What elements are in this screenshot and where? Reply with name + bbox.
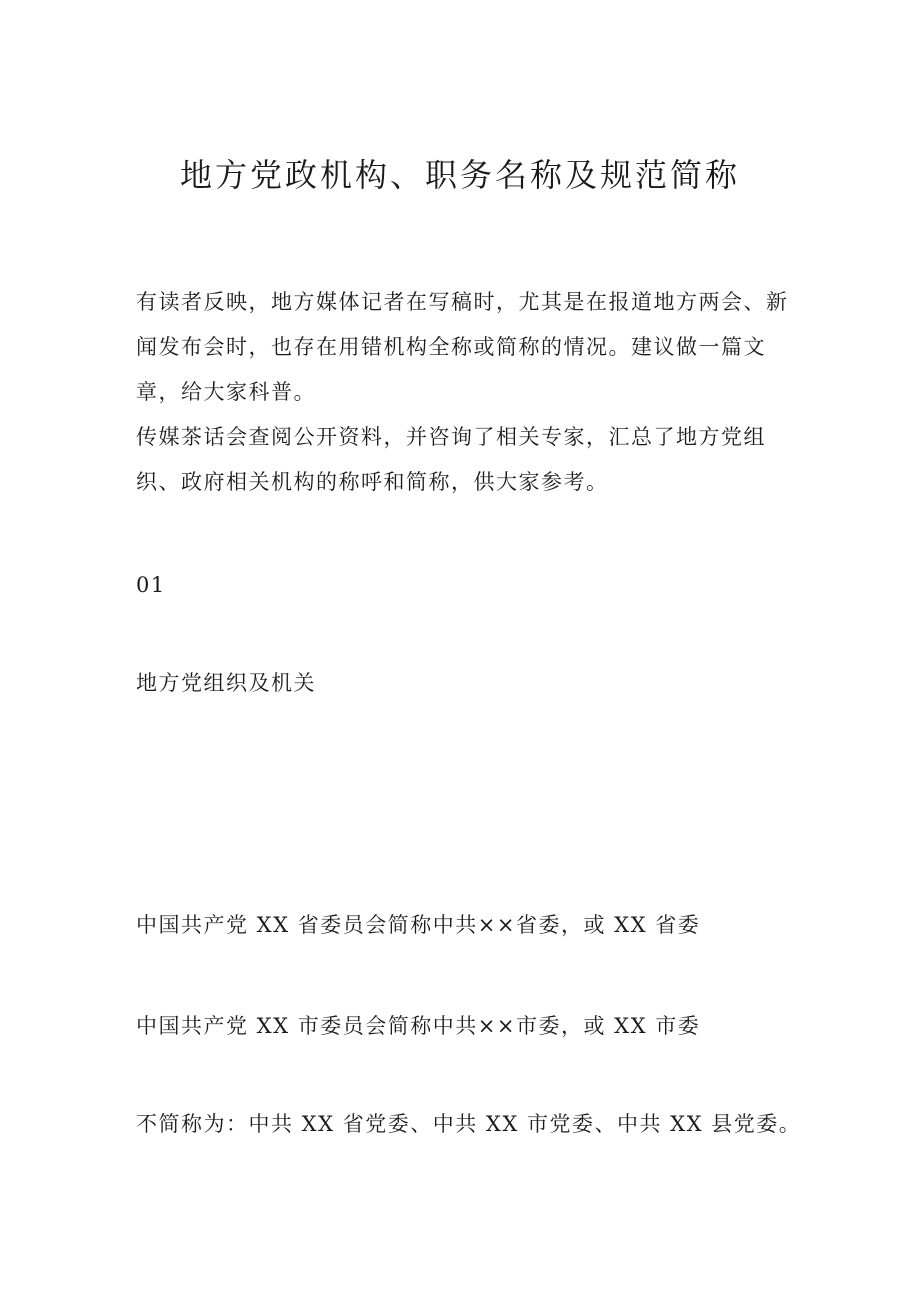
entry-line: 不简称为：中共 XX 省党委、中共 XX 市党委、中共 XX 县党委。	[136, 1112, 802, 1136]
intro-paragraph: 传媒茶话会查阅公开资料，并咨询了相关专家，汇总了地方党组织、政府相关机构的称呼和简称，供大家参考。	[136, 425, 766, 494]
section-number: 01	[136, 573, 166, 597]
entry-line: 中国共产党 XX 省委员会简称中共××省委，或 XX 省委	[136, 913, 701, 937]
intro-paragraph: 有读者反映，地方媒体记者在写稿时，尤其是在报道地方两会、新闻发布会时，也存在用错机构全称或简称的情况。建议做一篇文章，给大家科普。	[136, 290, 789, 404]
document-title: 地方党政机构、职务名称及规范简称	[179, 156, 740, 194]
intro-section	[136, 280, 796, 505]
section-heading: 地方党组织及机关	[136, 671, 316, 695]
entry-line: 中国共产党 XX 市委员会简称中共××市委，或 XX 市委	[136, 1014, 701, 1038]
